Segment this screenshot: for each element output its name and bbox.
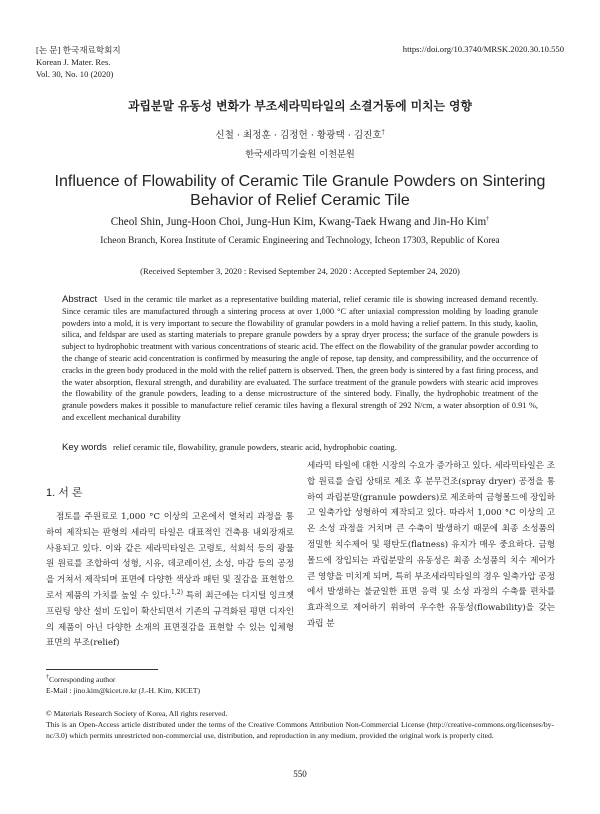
journal-header [36, 44, 121, 80]
dagger-mark-footnote: † [46, 674, 49, 681]
journal-name-en: Korean J. Mater. Res. [36, 57, 111, 67]
title-korean: 과립분말 유동성 변화가 부조세라믹타일의 소결거동에 미치는 영향 [128, 99, 472, 113]
doi-link[interactable]: https://doi.org/10.3740/MRSK.2020.30.10.550 [402, 44, 564, 54]
authors-english [0, 216, 600, 228]
received-dates: (Received September 3, 2020 : Revised September 24, 2020 : Accepted September 24, 2020) [140, 266, 460, 276]
journal-name-ko: [논 문] 한국재료학회지 [36, 45, 121, 55]
keywords-label: Key words [62, 442, 107, 453]
body-left-text-b: 특히 최근에는 디지털 잉크젯 프린팅 양산 설비 도입이 확산되면서 기존의 규격화된 평면 디자인의 제품이 아닌 다양한 소재의 표면질감을 표현할 수 있는 입체형 표면의 부조(relief) [46, 590, 294, 649]
abstract [62, 294, 538, 424]
abstract-label: Abstract [62, 294, 98, 305]
copyright-text: © Materials Research Society of Korea, All rights reserved. [46, 709, 228, 718]
license-text: This is an Open-Access article distributed under the terms of the Creative Commons Attribution Non-Commercial License (http://creative-commons.org/licenses/by-nc/3.0) which permits unrestricted non-commercial use, distribution, and reproduction in any medium, provided the original work is properly cited. [46, 720, 554, 740]
keywords [62, 442, 538, 453]
abstract-text: Used in the ceramic tile market as a representative building material, relief ceramic tile is showing increased demand recently. Since ceramic tiles are manufactured through a sintering process at over 1,000 °C after uniaxial compression molding by loading granule powders into a mold, it is very important to secure the flowability of granular powders in a mold having a relief pattern. In this study, kaolin, silica, and feldspar are used as starting materials to prepare granule powders by a spray dryer process; the surface of the granule powders is subject to hydrophobic treatment with various concentrations of stearic acid. The effect on the flowability of the granular powder according to the change of stearic acid concentration is confirmed by measuring the angle of repose, tap density, and compressibility, and the occurrence of cracks in the green body produced in the mold with the relief pattern is observed. Then, the green body is sintered by a fast firing process, and the water absorption, flexural strength, and durability are evaluated. The surface treatment of the granule powders with stearic acid improves the flowability of the granule powders, leading to a dense microstructure of the sintered body. Finally, the hydrophobic treatment of the granule powders makes it possible to manufacture relief ceramic tiles having a flexural strength of 292 N/cm, a water absorption of 0.91 %, and excellent mechanical durability [62, 295, 539, 422]
section-title-introduction: 1. 서 론 [46, 487, 83, 499]
keywords-text: relief ceramic tile, flowability, granule powders, stearic acid, hydrophobic coating. [112, 442, 397, 452]
affiliation-korean: 한국세라믹기술원 이천분원 [245, 149, 355, 160]
body-column-right: 세라믹 타일에 대한 시장의 수요가 증가하고 있다. 세라믹타일은 조합 원료를 슬립 상태로 제조 후 분무건조(spray dryer) 공정을 통하여 과립분말(granule powders)로 제조하여 금형몰드에 장입하고 일축가압 성형하여 제작되고 있다. 따라서 1,000 °C 이상의 고온 소성 과정을 거치며 큰 수축이 발생하기 때문에 최종 소성품의 정밀한 치수제어 및 평탄도(flatness) 유지가 매우 중요하다. 금형몰드에 장입되는 과립분말의 유동성은 최종 소성품의 치수 제어가 큰 영향을 미치게 되며, 특히 부조세라믹타일의 경우 일축가압 공정에서 발생하는 불균일한 표면 응력 및 소성 과정의 수축률 편차를 효과적으로 제어하기 위하여 우수한 유동성(flowability)을 갖는 과립 분 [307, 461, 555, 629]
corresponding-email: E-Mail : jino.kim@kicet.re.kr (J.-H. Kim, KICET) [46, 686, 200, 695]
authors-korean-text: 신철 · 최정훈 · 김정헌 · 황광택 · 김진호 [215, 130, 382, 141]
page-number: 550 [293, 769, 307, 779]
body-column-left [46, 510, 294, 652]
journal-volume: Vol. 30, No. 10 (2020) [36, 69, 114, 79]
dagger-mark-en: † [486, 216, 490, 223]
corresponding-author-label: Corresponding author [49, 675, 116, 684]
reference-mark: 1,2) [171, 589, 183, 597]
footnote-corresponding [46, 674, 200, 696]
dagger-mark-ko: † [381, 128, 385, 136]
title-english: Influence of Flowability of Ceramic Tile Granule Powders on Sintering Behavior of Relief Ceramic Tile [54, 173, 546, 209]
footnote-divider [46, 669, 158, 670]
body-left-text-a: 점토를 주원료로 1,000 °C 이상의 고온에서 열처리 과정을 통하여 제작되는 판형의 세라믹 타일은 대표적인 건축용 내외장재로 사용되고 있다. 이와 같은 세라믹타일은 고령토, 석회석 등의 광물원 원료를 조합하여 성형, 시유, 데코레이션, 소성, 마감 등의 공정을 거쳐서 제작되며 표면에 다양한 색상과 패턴 및 질감을 표현함으로서 제품의 가치를 높일 수 있다. [46, 512, 294, 601]
authors-korean [0, 127, 600, 141]
authors-english-text: Cheol Shin, Jung-Hoon Choi, Jung-Hun Kim, Kwang-Taek Hwang and Jin-Ho Kim [110, 216, 487, 228]
footnote-copyright [46, 708, 554, 741]
affiliation-english: Icheon Branch, Korea Institute of Ceramic Engineering and Technology, Icheon 17303, Republic of Korea [100, 236, 500, 246]
